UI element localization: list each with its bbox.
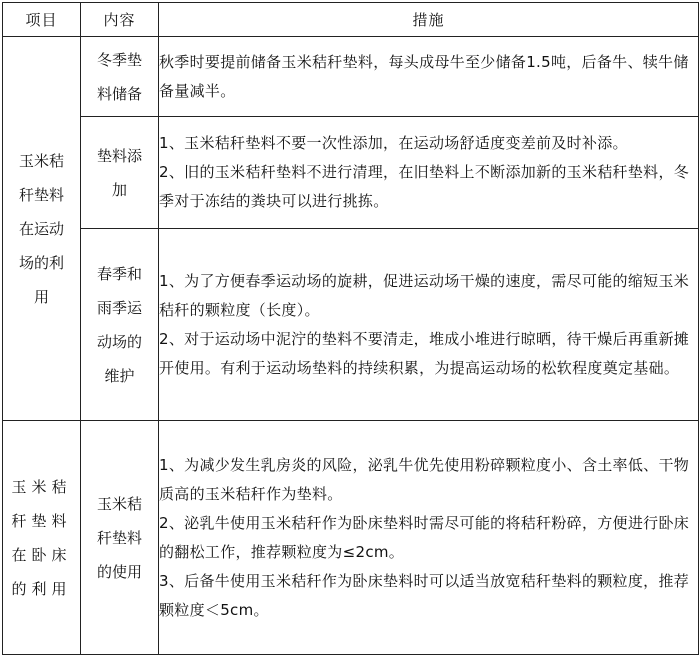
section-item-line: 用 [33,287,49,306]
content-line: 料储备 [96,84,142,103]
measures-cell [159,117,699,229]
measure-paragraph: 2、旧的玉米秸秆垫料不进行清理，在旧垫料上不断添加新的玉米秸秆垫料，冬季对于冻结的粪块可以进行挑拣。 [159,163,690,210]
content-line: 秆垫料 [96,528,142,547]
content-cell [81,37,159,117]
table-row [3,421,699,655]
measures-cell [159,421,699,655]
measure-paragraph: 秋季时要提前储备玉米秸秆垫料，每头成母牛至少储备1.5吨，后备牛、犊牛储备量减半。 [159,52,689,100]
section-item-line: 玉米秸 [18,151,64,170]
content-line: 春季和 [96,264,142,283]
header-row [3,3,699,37]
header-content: 内容 [81,3,159,37]
content-line: 动场的 [96,332,142,351]
measure-paragraph: 1、为减少发生乳房炎的风险，泌乳牛优先使用粉碎颗粒度小、含土率低、干物质高的玉米秸秆作为垫料。 [159,455,690,503]
measures-cell [159,37,699,117]
section-item-line: 场的利 [18,253,64,272]
section-item-line: 在卧床 [11,545,72,564]
content-line: 加 [111,180,127,199]
section-item-line: 秆垫料 [11,511,72,530]
content-line: 玉米秸 [96,494,142,513]
header-measures: 措施 [159,3,699,37]
table-row [3,37,699,117]
content-cell [81,421,159,655]
content-line: 维护 [104,366,135,385]
content-cell [81,229,159,421]
section-item-line: 玉米秸 [11,477,72,496]
content-line: 的使用 [96,562,142,581]
header-item: 项目 [3,3,81,37]
section-item-cell [3,37,81,421]
measure-paragraph: 2、对于运动场中泥泞的垫料不要清走，堆成小堆进行晾晒，待干燥后再重新摊开使用。有利于运动场垫料的持续积累，为提高运动场的松软程度奠定基础。 [159,329,690,377]
measure-paragraph: 2、泌乳牛使用玉米秸秆作为卧床垫料时需尽可能的将秸秆粉碎，方便进行卧床的翻松工作，推荐颗粒度为≤2cm。 [159,513,690,561]
measure-paragraph: 1、为了方便春季运动场的旋耕，促进运动场干燥的速度，需尽可能的缩短玉米秸秆的颗粒度（长度）。 [159,271,690,319]
content-line: 雨季运 [96,298,142,317]
table-row [3,229,699,421]
measure-paragraph: 1、玉米秸秆垫料不要一次性添加，在运动场舒适度变差前及时补添。 [159,134,628,152]
section-item-line: 秆垫料 [18,185,64,204]
section-item-line: 在运动 [18,219,64,238]
measures-cell [159,229,699,421]
measure-paragraph: 3、后备牛使用玉米秸秆作为卧床垫料时可以适当放宽秸秆垫料的颗粒度，推荐颗粒度＜5cm。 [159,571,690,619]
measures-table [2,2,699,655]
section-item-line: 的利用 [11,579,72,598]
section-item-cell [3,421,81,655]
content-line: 冬季垫 [96,50,142,69]
content-line: 垫料添 [96,146,142,165]
content-cell [81,117,159,229]
table-row [3,117,699,229]
